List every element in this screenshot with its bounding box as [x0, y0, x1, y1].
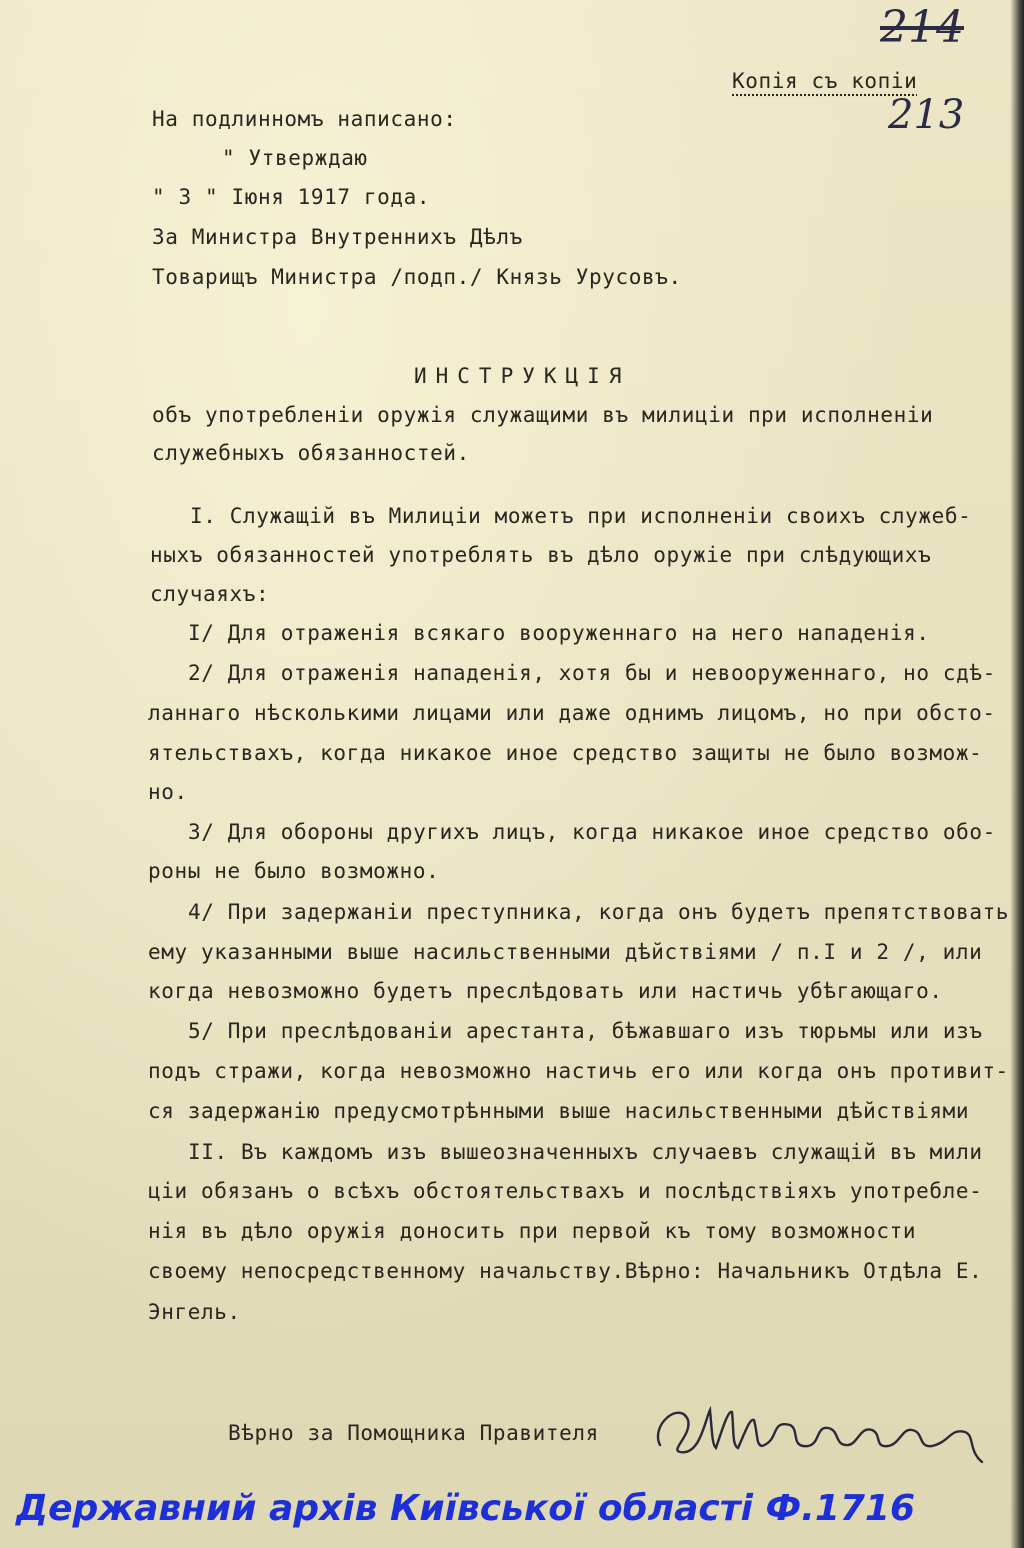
- document-title: ИНСТРУКЦІЯ: [414, 364, 631, 388]
- body-line: ныхъ обязанностей употреблять въ дѣло оружіе при слѣдующихъ: [150, 543, 932, 567]
- copy-label: Копія съ копіи: [732, 69, 918, 93]
- body-line: своему непосредственному начальству.Вѣрно: Начальникъ Отдѣла Е.: [148, 1259, 983, 1283]
- archive-watermark: Державний архів Київської області Ф.1716: [16, 1488, 916, 1529]
- body-line: когда невозможно будетъ преслѣдовать или настичь убѣгающаго.: [148, 979, 943, 1003]
- body-line: но.: [148, 780, 188, 804]
- approval-line-2: " Утверждаю: [222, 146, 368, 170]
- body-line: ся задержанію предусмотрѣнными выше насильственными дѣйствіями: [148, 1099, 970, 1123]
- body-line: І. Служащій въ Милиціи можетъ при исполненіи своихъ служеб-: [190, 504, 972, 528]
- subtitle-line-1: объ употребленіи оружія служащими въ милиціи при исполненіи: [152, 403, 934, 427]
- approval-line-3: " 3 " Іюня 1917 года.: [152, 185, 431, 209]
- verification-line: Вѣрно за Помощника Правителя: [228, 1421, 599, 1445]
- body-line: І/ Для отраженія всякаго вооруженнаго на него нападенія.: [188, 621, 930, 645]
- body-line: ціи обязанъ о всѣхъ обстоятельствахъ и послѣдствіяхъ употребле-: [148, 1179, 983, 1203]
- approval-line-5: Товарищъ Министра /подп./ Князь Урусовъ.: [152, 265, 682, 289]
- body-line: 3/ Для обороны другихъ лицъ, когда никакое иное средство обо-: [188, 820, 996, 844]
- body-line: роны не было возможно.: [148, 859, 440, 883]
- approval-line-4: За Министра Внутреннихъ Дѣлъ: [152, 225, 523, 249]
- body-line: ятельствахъ, когда никакое иное средство защиты не было возмож-: [148, 741, 983, 765]
- subtitle-line-2: служебныхъ обязанностей.: [152, 441, 470, 465]
- body-line: случаяхъ:: [150, 582, 270, 606]
- body-line: нія въ дѣло оружія доносить при первой къ тому возможности: [148, 1219, 917, 1243]
- body-line: ланнаго нѣсколькими лицами или даже однимъ лицомъ, но при обсто-: [148, 701, 996, 725]
- archive-number-second: 213: [888, 92, 965, 138]
- archive-number-top: 214: [880, 2, 964, 53]
- approval-line-1: На подлинномъ написано:: [152, 107, 457, 131]
- body-line: 2/ Для отраженія нападенія, хотя бы и невооруженнаго, но сдѣ-: [188, 661, 996, 685]
- signature-mark: [650, 1390, 990, 1470]
- body-line: 4/ При задержаніи преступника, когда онъ будетъ препятствовать: [188, 900, 1010, 924]
- body-line: подъ стражи, когда невозможно настичь его или когда онъ противит-: [148, 1059, 1009, 1083]
- body-line: ему указанными выше насильственными дѣйствіями / п.І и 2 /, или: [148, 940, 983, 964]
- body-line: 5/ При преслѣдованіи арестанта, бѣжавшаго изъ тюрьмы или изъ: [188, 1019, 983, 1043]
- body-line: Энгель.: [148, 1300, 241, 1324]
- body-line: ІІ. Въ каждомъ изъ вышеозначенныхъ случаевъ служащій въ мили: [188, 1140, 983, 1164]
- page-edge-shadow: [1010, 0, 1024, 1548]
